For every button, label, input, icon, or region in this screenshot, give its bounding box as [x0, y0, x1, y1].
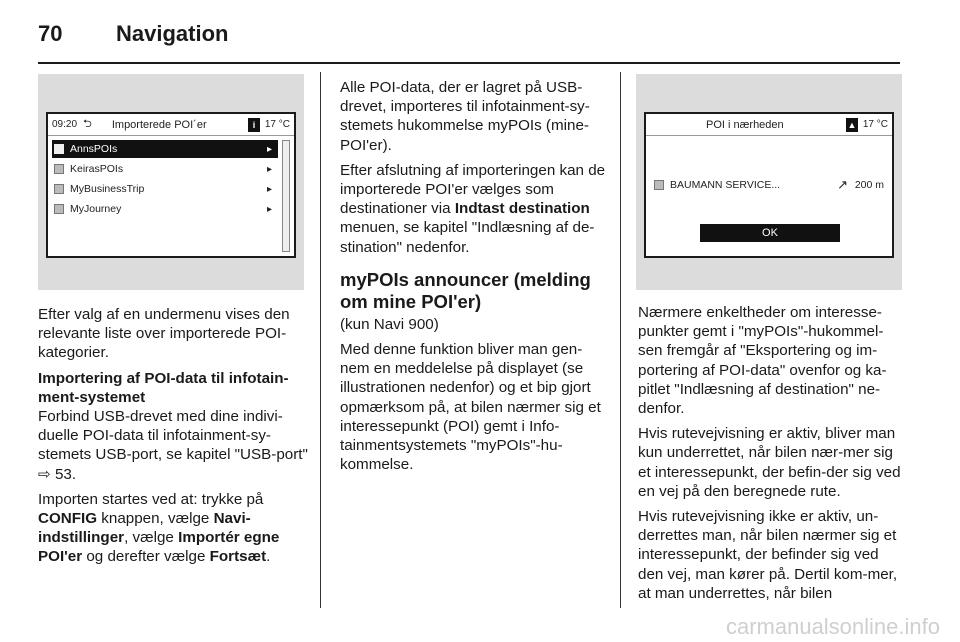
direction-arrow-icon: ↗	[837, 177, 848, 192]
watermark: carmanualsonline.info	[725, 614, 940, 639]
temperature: 17 °C	[264, 119, 290, 130]
scrollbar[interactable]	[282, 140, 290, 252]
subheading: Importering af POI-data til infotain-ment-systemet	[38, 369, 289, 406]
list-item[interactable]: AnnsPOIs ▸	[52, 140, 278, 158]
paragraph: Hvis rutevejvisning er aktiv, bliver man kun underrettet, når bilen nær-mer sig et interessepunkt, der befin-der sig ved en vej på den beregnede rute.	[638, 425, 901, 500]
paragraph: Importen startes ved at: trykke på CONFIG knappen, vælge Navi-indstillinger, vælge Importér egne POI'er og derefter vælge Fortsæt.	[38, 490, 280, 566]
chevron-right-icon: ▸	[266, 183, 272, 195]
display-screen	[46, 112, 296, 258]
page-header	[38, 14, 228, 54]
folder-icon	[54, 184, 64, 194]
page-ref-icon: ⇨	[38, 465, 51, 483]
folder-icon	[54, 164, 64, 174]
list-item[interactable]: MyJourney ▸	[52, 200, 278, 218]
chevron-right-icon: ▸	[266, 163, 272, 175]
paragraph: (kun Navi 900)	[340, 315, 439, 333]
screenshot-imported-pois	[38, 74, 304, 290]
section-title: Navigation	[116, 21, 229, 46]
column-3	[638, 303, 904, 609]
poi-item[interactable]: BAUMANN SERVICE... ↗ 200 m	[652, 176, 888, 194]
paragraph: Efter afslutning af importeringen kan de importerede POI'er vælges som destinationer via Indtast destination menuen, se kapitel "Indlæsning af de-stination" nedenfor.	[340, 161, 606, 256]
paragraph: Hvis rutevejvisning ikke er aktiv, un-derrettes man, når bilen nærmer sig et interessepunkt, der befinder sig ved den vej, man kører på. Dertil kom-mer, at man underrettes, når bilen	[638, 508, 898, 602]
list-item[interactable]: KeirasPOIs ▸	[52, 160, 278, 178]
clock: 09:20	[52, 119, 78, 130]
folder-icon	[54, 144, 64, 154]
folder-icon	[54, 204, 64, 214]
chevron-right-icon: ▸	[266, 203, 272, 215]
back-icon[interactable]: ⮌	[83, 118, 92, 130]
paragraph: Alle POI-data, der er lagret på USB-drevet, importeres til infotainment-sy-stemets hukommelse myPOIs (mine-POI'er).	[340, 79, 590, 154]
screenshot-poi-nearby	[636, 74, 902, 290]
header-rule	[38, 62, 900, 64]
column-divider	[320, 72, 321, 608]
display-screen	[644, 112, 894, 258]
traffic-icon: ▲	[847, 119, 857, 130]
status-bar	[48, 114, 294, 136]
page-number: 70	[38, 21, 63, 46]
paragraph: Efter valg af en undermenu vises den relevante liste over importerede POI-kategorier.	[38, 306, 290, 362]
poi-icon	[654, 180, 664, 190]
ok-button[interactable]: OK	[700, 224, 840, 242]
screen-title: POI i nærheden	[706, 118, 784, 131]
column-2	[340, 78, 606, 480]
chevron-right-icon: ▸	[266, 143, 272, 155]
column-divider	[620, 72, 621, 608]
paragraph: Med denne funktion bliver man gen-nem en meddelelse på displayet (se illustrationen nedenfor) og et bip gjort opmærksom på, at bilen nærmer sig et interessepunkt (POI) gemt i Info-tainmentsystemets "myPOIs"-hu-kommelse.	[340, 341, 601, 474]
paragraph: Nærmere enkeltheder om interesse-punkter gemt i "myPOIs"-hukommel-sen fremgår af "Eksportering og im-portering af POI-data" ovenfor og ka-pitlet "Indlæsning af destination" ne-denfor.	[638, 304, 887, 418]
paragraph: Forbind USB-drevet med dine indivi-duelle POI-data til infotainment-sy-stemets USB-port, se kapitel "USB-port" ⇨ 53.	[38, 408, 308, 483]
column-1	[38, 305, 308, 573]
temperature: 17 °C	[862, 119, 888, 130]
section-heading: myPOIs announcer (melding om mine POI'er)	[340, 268, 591, 312]
screen-title: Importerede POI´er	[111, 118, 207, 131]
traffic-icon: i	[248, 118, 260, 132]
list-item[interactable]: MyBusinessTrip ▸	[52, 180, 278, 198]
poi-distance: 200 m	[854, 179, 884, 191]
status-bar	[646, 114, 892, 136]
